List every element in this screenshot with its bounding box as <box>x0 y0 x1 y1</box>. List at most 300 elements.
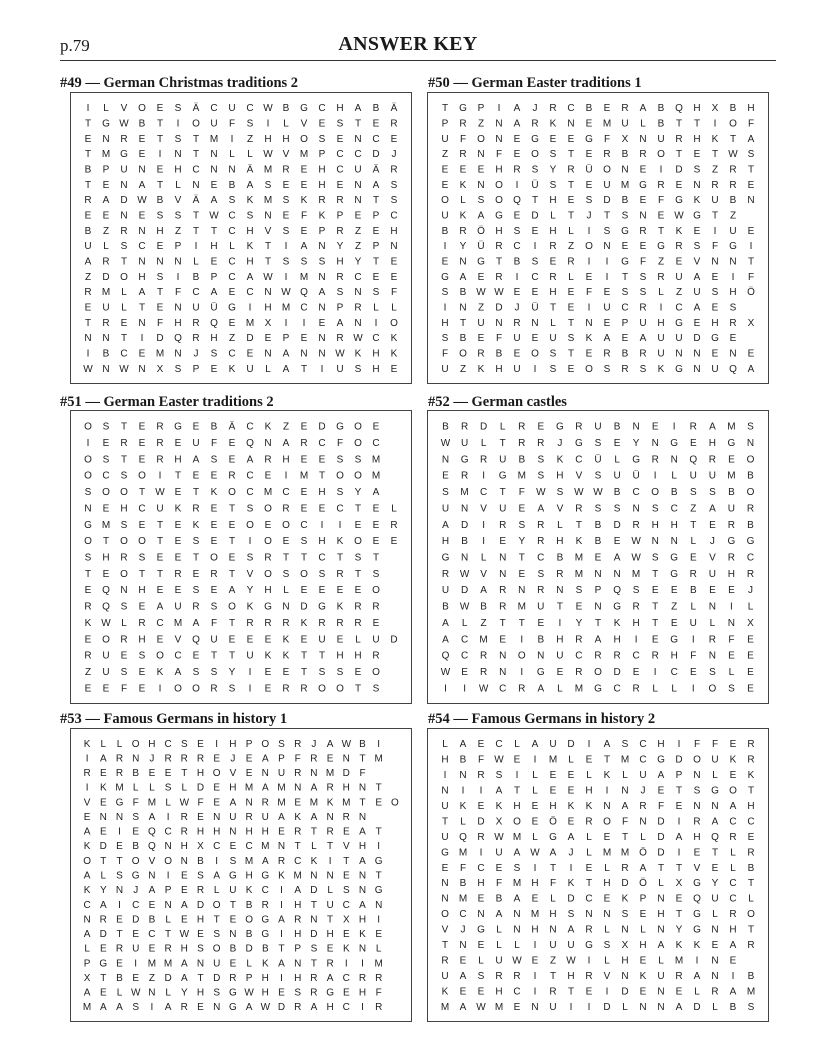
grid-letter: H <box>556 536 564 548</box>
grid-letter: K <box>99 782 107 794</box>
grid-letter: R <box>747 847 755 859</box>
grid-letter: E <box>228 634 236 646</box>
grid-letter: R <box>711 986 719 998</box>
grid-letter: M <box>727 421 736 433</box>
grid-letter: H <box>603 878 611 890</box>
grid-letter: I <box>479 847 483 859</box>
grid-letter: S <box>318 256 326 268</box>
grid-letter: R <box>711 179 719 191</box>
grid-letter: I <box>482 519 485 531</box>
grid-letter: O <box>354 470 362 482</box>
grid-letter: J <box>709 536 715 548</box>
grid-letter: A <box>83 870 91 882</box>
grid-letter: A <box>639 333 647 345</box>
grid-letter: Ö <box>639 878 647 890</box>
grid-letter: G <box>84 519 92 531</box>
grid-letter: A <box>513 893 521 905</box>
grid-letter: E <box>174 487 182 499</box>
grid-letter: U <box>210 634 218 646</box>
grid-letter: T <box>354 683 362 695</box>
grid-letter: M <box>458 893 468 905</box>
grid-letter: S <box>531 164 539 176</box>
grid-letter: N <box>174 149 182 161</box>
grid-letter: E <box>210 585 218 597</box>
grid-letter: E <box>675 893 683 905</box>
grid-letter: O <box>120 271 128 283</box>
grid-letter: E <box>84 585 92 597</box>
grid-letter: A <box>537 503 545 515</box>
grid-letter: F <box>300 210 308 222</box>
grid-letter: F <box>459 133 467 145</box>
grid-letter: H <box>495 164 503 176</box>
grid-letter: I <box>85 753 89 765</box>
grid-letter: B <box>480 601 487 613</box>
grid-letter: L <box>532 831 538 843</box>
grid-letter: L <box>748 893 754 905</box>
grid-letter: V <box>603 970 611 982</box>
grid-letter: E <box>549 133 557 145</box>
grid-letter: I <box>284 241 288 253</box>
grid-letter: E <box>210 363 218 375</box>
grid-letter: I <box>515 179 519 191</box>
grid-letter: L <box>100 870 107 882</box>
grid-letter: A <box>213 870 221 882</box>
grid-letter: R <box>196 753 205 765</box>
grid-letter: S <box>192 667 200 678</box>
grid-letter: N <box>318 241 326 253</box>
grid-letter: S <box>621 739 629 751</box>
grid-letter: H <box>294 899 302 911</box>
grid-letter: S <box>518 519 526 531</box>
grid-letter: S <box>132 1002 140 1014</box>
grid-letter: H <box>693 103 701 115</box>
grid-letter: H <box>729 924 737 936</box>
grid-letter: E <box>210 503 218 515</box>
grid-letter: I <box>302 317 306 329</box>
grid-letter: R <box>264 617 272 629</box>
grid-letter: R <box>282 164 290 176</box>
grid-letter: H <box>264 302 272 314</box>
grid-letter: E <box>585 118 593 130</box>
grid-letter: M <box>281 302 291 314</box>
grid-letter: S <box>632 585 640 597</box>
grid-letter: S <box>246 210 254 222</box>
grid-letter: R <box>164 943 172 955</box>
grid-letter: N <box>102 133 110 145</box>
grid-letter: E <box>711 302 719 314</box>
grid-letter: O <box>210 552 218 564</box>
grid-letter: E <box>197 1002 204 1014</box>
grid-letter: O <box>192 118 200 130</box>
grid-letter: E <box>138 438 146 449</box>
grid-letter: E <box>326 943 334 955</box>
grid-letter: L <box>121 287 127 299</box>
grid-letter: O <box>585 363 593 375</box>
grid-letter: H <box>549 287 557 299</box>
grid-letter: M <box>374 753 383 765</box>
grid-letter: N <box>358 943 367 955</box>
grid-letter: R <box>294 1002 302 1014</box>
grid-letter: R <box>537 438 545 449</box>
grid-letter: U <box>372 634 380 646</box>
grid-letter: R <box>575 421 583 433</box>
grid-letter: A <box>531 739 539 751</box>
grid-letter: T <box>652 568 659 580</box>
grid-letter: V <box>709 552 716 564</box>
grid-letter: E <box>300 333 308 345</box>
grid-letter: A <box>639 862 647 874</box>
grid-letter: N <box>99 812 107 823</box>
grid-letter: H <box>639 940 647 951</box>
grid-letter: V <box>229 768 237 780</box>
grid-letter: W <box>119 118 129 130</box>
grid-letter: R <box>261 899 269 911</box>
grid-letter: J <box>193 348 199 360</box>
grid-letter: I <box>166 812 170 823</box>
grid-letter: S <box>372 683 380 695</box>
grid-letter: D <box>213 972 221 984</box>
grid-letter: H <box>180 841 188 853</box>
grid-letter: H <box>294 972 302 984</box>
grid-letter: L <box>265 363 271 375</box>
grid-letter: M <box>309 797 319 809</box>
grid-letter: Q <box>613 585 621 597</box>
grid-letter: M <box>101 519 111 531</box>
grid-letter: G <box>441 552 450 564</box>
grid-letter: E <box>459 986 467 998</box>
grid-letter: R <box>479 454 488 466</box>
grid-letter: E <box>156 302 164 314</box>
grid-letter: R <box>632 683 640 695</box>
grid-letter: T <box>174 470 182 482</box>
grid-letter: E <box>728 650 735 662</box>
grid-letter: G <box>336 421 344 433</box>
grid-letter: E <box>264 667 272 678</box>
grid-letter: A <box>603 333 611 345</box>
grid-letter: N <box>639 1001 647 1013</box>
grid-letter: F <box>585 287 593 299</box>
grid-letter: O <box>192 683 200 695</box>
grid-letter: A <box>480 585 487 597</box>
grid-letter: R <box>603 149 611 161</box>
grid-letter: R <box>326 958 334 970</box>
grid-letter: H <box>495 225 503 237</box>
grid-letter: C <box>632 487 640 499</box>
grid-letter: U <box>708 470 717 482</box>
grid-letter: L <box>311 841 317 853</box>
grid-letter: E <box>513 287 521 299</box>
grid-letter: E <box>213 782 221 794</box>
grid-letter: G <box>670 568 679 580</box>
grid-letter: H <box>174 164 182 176</box>
grid-letter: R <box>513 317 521 329</box>
grid-letter: V <box>174 634 182 646</box>
grid-letter: S <box>613 503 621 515</box>
grid-letter: D <box>99 929 107 940</box>
grid-letter: A <box>729 940 737 951</box>
grid-letter: B <box>102 348 110 360</box>
grid-letter: G <box>657 241 665 253</box>
grid-letter: T <box>310 826 317 838</box>
grid-letter: M <box>371 470 381 482</box>
grid-letter: N <box>282 601 290 613</box>
grid-letter: E <box>657 210 665 222</box>
grid-letter: S <box>156 271 164 283</box>
grid-letter: E <box>278 826 285 838</box>
grid-letter: O <box>212 943 221 955</box>
grid-letter: I <box>587 256 591 268</box>
grid-letter: Y <box>336 241 344 253</box>
grid-letter: H <box>318 164 326 176</box>
grid-letter: F <box>693 739 701 751</box>
grid-letter: G <box>115 797 124 809</box>
grid-letter: A <box>711 816 719 828</box>
grid-letter: U <box>277 768 286 780</box>
grid-letter: N <box>358 870 367 882</box>
grid-letter: E <box>461 667 468 678</box>
grid-letter: N <box>310 768 318 780</box>
grid-letter: J <box>748 585 753 597</box>
grid-letter: S <box>278 738 285 750</box>
grid-letter: S <box>567 333 575 345</box>
grid-letter: G <box>632 454 640 466</box>
grid-letter: R <box>657 271 665 283</box>
grid-letter: E <box>585 754 593 766</box>
grid-letter: L <box>460 816 466 828</box>
grid-letter: R <box>689 421 697 433</box>
grid-letter: A <box>294 885 302 897</box>
grid-letter: S <box>747 421 754 433</box>
grid-letter: N <box>264 210 272 222</box>
grid-letter: B <box>372 103 380 115</box>
grid-letter: I <box>482 470 485 482</box>
grid-letter: O <box>390 317 398 329</box>
grid-letter: A <box>102 195 110 207</box>
grid-letter: E <box>229 914 237 926</box>
grid-letter: E <box>375 929 383 940</box>
grid-letter: Q <box>729 363 737 375</box>
grid-letter: E <box>477 739 485 751</box>
grid-letter: N <box>318 348 326 360</box>
grid-letter: N <box>277 841 286 853</box>
grid-letter: P <box>675 770 683 782</box>
grid-letter: I <box>533 754 537 766</box>
grid-letter: M <box>263 164 273 176</box>
grid-letter: N <box>657 924 665 936</box>
grid-letter: V <box>575 470 583 482</box>
grid-letter: V <box>264 225 272 237</box>
grid-letter: S <box>174 363 182 375</box>
grid-letter: Ü <box>531 179 539 191</box>
grid-letter: I <box>284 317 288 329</box>
grid-letter: I <box>605 986 609 998</box>
grid-letter: S <box>651 503 659 515</box>
grid-letter: E <box>693 149 701 161</box>
grid-letter: Z <box>84 271 92 283</box>
grid-letter: L <box>499 421 506 433</box>
grid-letter: U <box>495 955 503 967</box>
grid-letter: O <box>264 536 272 548</box>
grid-letter: P <box>594 585 602 597</box>
grid-letter: U <box>711 195 719 207</box>
grid-letter: X <box>621 133 629 145</box>
grid-letter: H <box>708 438 717 449</box>
grid-letter: C <box>246 470 254 482</box>
grid-letter: O <box>138 536 146 548</box>
grid-letter: E <box>693 225 701 237</box>
grid-letter: E <box>585 348 593 360</box>
grid-letter: E <box>228 454 236 466</box>
grid-letter: N <box>213 812 221 823</box>
grid-letter: E <box>603 893 611 905</box>
grid-letter: W <box>244 987 254 999</box>
grid-letter: E <box>531 801 539 812</box>
grid-letter: N <box>603 801 611 812</box>
grid-letter: N <box>138 256 146 268</box>
grid-letter: A <box>278 812 285 823</box>
grid-letter: Z <box>729 210 737 222</box>
grid-letter: S <box>192 585 200 597</box>
grid-letter: I <box>605 256 609 268</box>
grid-letter: N <box>174 256 182 268</box>
grid-letter: R <box>84 601 92 613</box>
grid-letter: U <box>657 348 665 360</box>
grid-letter: O <box>84 536 92 548</box>
grid-letter: E <box>148 768 156 780</box>
grid-letter: E <box>513 1001 521 1013</box>
grid-letter: K <box>675 940 683 951</box>
grid-letter: T <box>675 118 683 130</box>
grid-letter: B <box>495 893 503 905</box>
grid-letter: A <box>282 348 290 360</box>
grid-letter: S <box>556 487 564 499</box>
grid-letter: N <box>264 348 272 360</box>
grid-letter: S <box>102 454 110 466</box>
grid-letter: E <box>372 503 380 515</box>
grid-letter: U <box>499 454 507 466</box>
grid-letter: M <box>261 841 270 853</box>
grid-letter: R <box>156 438 164 449</box>
grid-letter: X <box>342 914 350 926</box>
grid-letter: W <box>440 667 451 678</box>
grid-letter: Y <box>99 885 107 897</box>
grid-letter: H <box>651 519 659 531</box>
grid-letter: C <box>513 986 521 998</box>
grid-letter: Y <box>632 438 640 449</box>
grid-letter: E <box>747 650 754 662</box>
grid-letter: S <box>441 333 449 345</box>
grid-letter: N <box>729 256 737 268</box>
grid-letter: F <box>603 133 611 145</box>
grid-letter: C <box>495 739 503 751</box>
grid-letter: T <box>675 149 683 161</box>
grid-letter: S <box>282 568 290 580</box>
grid-letter: T <box>567 348 575 360</box>
grid-letter: D <box>621 878 629 890</box>
grid-letter: P <box>477 103 485 115</box>
grid-letter: N <box>132 753 140 765</box>
grid-letter: N <box>621 785 629 797</box>
grid-letter: H <box>358 987 367 999</box>
grid-letter: N <box>441 878 449 890</box>
grid-letter: A <box>372 179 380 191</box>
grid-letter: N <box>594 568 602 580</box>
grid-letter: L <box>480 552 487 564</box>
grid-letter: L <box>730 862 736 874</box>
grid-letter: L <box>103 103 109 115</box>
grid-letter: R <box>342 812 350 823</box>
grid-letter: H <box>441 536 450 548</box>
grid-letter: F <box>657 801 665 812</box>
grid-letter: M <box>244 855 254 867</box>
grid-letter: D <box>342 768 350 780</box>
grid-letter: E <box>336 179 344 191</box>
grid-letter: Q <box>689 454 698 466</box>
grid-letter: T <box>372 256 380 268</box>
grid-letter: O <box>84 421 92 433</box>
grid-letter: K <box>477 363 485 375</box>
grid-letter: L <box>709 617 716 629</box>
grid-letter: N <box>174 302 182 314</box>
puzzle-49-grid <box>70 92 412 384</box>
grid-letter: C <box>228 271 236 283</box>
grid-letter: Ü <box>585 164 593 176</box>
grid-letter: M <box>479 634 488 646</box>
grid-letter: C <box>621 302 629 314</box>
grid-letter: B <box>442 421 449 433</box>
grid-letter: E <box>442 470 449 482</box>
grid-letter: N <box>83 914 91 926</box>
grid-letter: R <box>518 683 526 695</box>
grid-letter: S <box>120 470 128 482</box>
grid-letter: I <box>659 302 663 314</box>
grid-letter: C <box>531 271 539 283</box>
grid-letter: A <box>495 909 503 921</box>
grid-letter: E <box>138 667 146 678</box>
grid-letter: H <box>693 831 701 843</box>
grid-letter: R <box>708 454 717 466</box>
grid-letter: B <box>459 333 467 345</box>
grid-letter: S <box>246 503 254 515</box>
grid-letter: B <box>556 552 564 564</box>
grid-letter: U <box>229 812 237 823</box>
grid-letter: E <box>210 470 218 482</box>
grid-letter: N <box>358 885 367 897</box>
grid-letter: E <box>513 149 521 161</box>
grid-letter: A <box>594 634 602 646</box>
grid-letter: S <box>318 568 326 580</box>
grid-letter: O <box>336 683 344 695</box>
grid-letter: H <box>441 754 449 766</box>
grid-letter: C <box>246 287 254 299</box>
grid-letter: C <box>318 552 326 564</box>
grid-letter: U <box>441 970 449 982</box>
grid-letter: H <box>632 617 640 629</box>
grid-letter: I <box>659 164 663 176</box>
grid-letter: Ü <box>531 302 539 314</box>
grid-letter: I <box>140 333 144 345</box>
grid-letter: A <box>310 782 318 794</box>
grid-letter: I <box>86 103 90 115</box>
grid-letter: E <box>174 552 182 564</box>
grid-letter: I <box>520 667 524 678</box>
grid-letter: I <box>713 118 717 130</box>
grid-letter: C <box>746 552 755 564</box>
grid-letter: C <box>261 885 269 897</box>
grid-letter: N <box>358 812 367 823</box>
grid-letter: K <box>310 855 318 867</box>
header-divider <box>60 60 776 61</box>
